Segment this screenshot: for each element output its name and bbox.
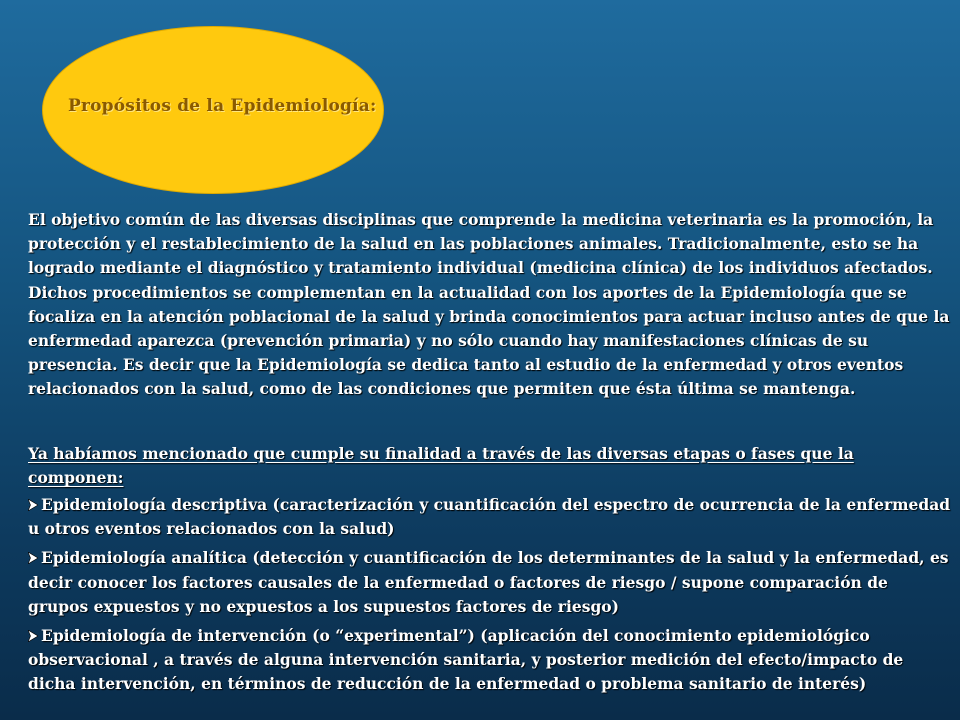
arrow-right-icon <box>28 552 38 564</box>
intro-paragraph: El objetivo común de las diversas disciplinas que comprende la medicina veterinaria es la promoción, la protección y el restablecimiento de la salud en las poblaciones animales. Tradicionalmente, esto se ha logrado mediante el diagnóstico y tratamiento individual (medicina clínica) de los individuos afectados. Dichos procedimientos se complementan en la actualidad con los aportes de la Epidemiología que se focaliza en la atención poblacional de la salud y brinda conocimientos para actuar incluso antes de que la enfermedad aparezca (prevención primaria) y no sólo cuando hay manifestaciones clínicas de su presencia. Es decir que la Epidemiología se dedica tanto al estudio de la enfermedad y otros eventos relacionados con la salud, como de las condiciones que permiten que ésta última se mantenga. <box>28 210 950 399</box>
arrow-right-icon <box>28 630 38 642</box>
slide-title: Propósitos de la Epidemiología: <box>68 96 377 116</box>
stage-item-intervencion <box>28 624 952 697</box>
stage-item-descriptiva <box>28 493 952 541</box>
stages-heading: Ya habíamos mencionado que cumple su finalidad a través de las diversas etapas o fases que la componen: <box>28 443 854 487</box>
stage-text: Epidemiología analítica (detección y cuantificación de los determinantes de la salud y la enfermedad, es decir conocer los factores causales de la enfermedad o factores de riesgo / supone comparación de grupos expuestos y no expuestos a los supuestos factores de riesgo) <box>28 548 949 616</box>
slide-body <box>28 208 952 697</box>
stages-list <box>28 493 952 697</box>
stage-text: Epidemiología descriptiva (caracterización y cuantificación del espectro de ocurrencia de la enfermedad u otros eventos relacionados con la salud) <box>28 495 951 539</box>
arrow-right-icon <box>28 499 38 511</box>
stage-text: Epidemiología de intervención (o “experimental”) (aplicación del conocimiento epidemiológico observacional , a través de alguna intervención sanitaria, y posterior medición del efecto/impacto de dicha intervención, en términos de reducción de la enfermedad o problema sanitario de interés) <box>28 626 904 694</box>
stage-item-analitica <box>28 546 952 619</box>
